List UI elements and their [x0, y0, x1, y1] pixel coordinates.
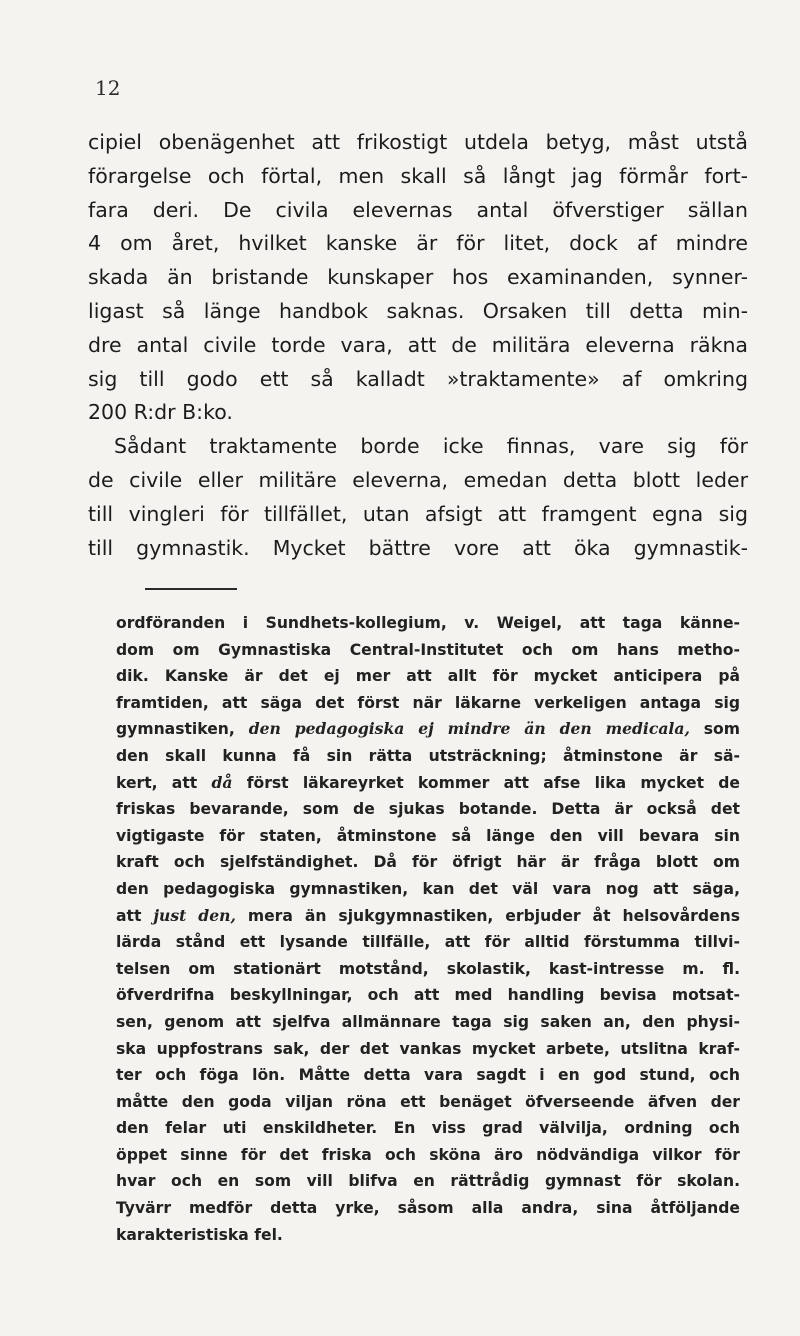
- footnote-line: dom om Gymnastiska Central-Institutet och om hans metho-: [116, 640, 740, 659]
- footnote: [116, 610, 740, 1248]
- footnote-line: telsen om stationärt motstånd, skolastik, kast-intresse m. fl.: [116, 959, 740, 978]
- footnote-italic-text: just den,: [153, 905, 236, 925]
- text-line: dre antal civile torde vara, att de militära eleverna räkna: [88, 332, 748, 357]
- footnote-line: sen, genom att sjelfva allmännare taga sig saken an, den physi-: [116, 1012, 740, 1031]
- footnote-line: den skall kunna få sin rätta utsträckning; åtminstone är sä-: [116, 746, 740, 765]
- footnote-line: vigtigaste för staten, åtminstone så länge den vill bevara sin: [116, 826, 740, 845]
- text-line: fara deri. De civila elevernas antal öfverstiger sällan: [88, 197, 748, 222]
- main-text: [88, 126, 748, 565]
- text-line: de civile eller militäre eleverna, emedan detta blott leder: [88, 467, 748, 492]
- footnote-line: [116, 770, 740, 797]
- text-line: till vingleri för tillfället, utan afsigt att framgent egna sig: [88, 501, 748, 526]
- paragraph-1: [88, 126, 748, 396]
- footnote-separator: [145, 588, 237, 590]
- text-line: förargelse och förtal, men skall så långt jag förmår fort-: [88, 163, 748, 188]
- footnote-text: gymnastiken,: [116, 720, 235, 739]
- paragraph-2: [88, 430, 748, 565]
- text-line: sig till godo ett så kalladt »traktamente» af omkring: [88, 366, 748, 391]
- footnote-line: lärda stånd ett lysande tillfälle, att för alltid förstumma tillvi-: [116, 933, 740, 952]
- text-line: skada än bristande kunskaper hos examinanden, synner-: [88, 265, 748, 290]
- footnote-line: [116, 716, 740, 743]
- footnote-line: ter och föga lön. Måtte detta vara sagdt i en god stund, och: [116, 1066, 740, 1085]
- footnote-line: hvar och en som vill blifva en rättrådig gymnast för skolan.: [116, 1172, 740, 1191]
- text-line: 4 om året, hvilket kanske är för litet, dock af mindre: [88, 231, 748, 256]
- footnote-text: kert, att: [116, 773, 198, 792]
- footnote-text: att: [116, 906, 142, 925]
- footnote-line: [116, 903, 740, 930]
- footnote-line: ska uppfostrans sak, der det vankas mycket arbete, utslitna kraf-: [116, 1039, 740, 1058]
- footnote-line: ordföranden i Sundhets-kollegium, v. Weigel, att taga känne-: [116, 614, 740, 632]
- footnote-text: mera än sjukgymnastiken, erbjuder åt helsovårdens: [247, 906, 740, 925]
- footnote-line: öppet sinne för det friska och sköna äro nödvändiga vilkor för: [116, 1145, 740, 1164]
- footnote-italic-text: den pedagogiska ej mindre än den medicala,: [248, 719, 690, 739]
- footnote-line: karakteristiska fel.: [116, 1225, 283, 1244]
- paragraph-1-end: [88, 396, 748, 430]
- footnote-line: den felar uti enskildheter. En viss grad välvilja, ordning och: [116, 1119, 740, 1138]
- footnote-line: friskas bevarande, som de sjukas botande. Detta är också det: [116, 800, 740, 819]
- footnote-line: framtiden, att säga det först när läkarne verkeligen antaga sig: [116, 693, 740, 712]
- footnote-line: måtte den goda viljan röna ett benäget öfverseende äfven der: [116, 1092, 740, 1111]
- text-line: 200 R:dr B:ko.: [88, 400, 233, 425]
- footnote-line: Tyvärr medför detta yrke, såsom alla andra, sina åtföljande: [116, 1199, 740, 1218]
- text-line: till gymnastik. Mycket bättre vore att öka gymnastik-: [88, 535, 748, 560]
- footnote-line: kraft och sjelfständighet. Då för öfrigt här är fråga blott om: [116, 853, 740, 872]
- footnote-italic-text: då: [211, 772, 233, 792]
- footnote-text: som: [703, 720, 740, 739]
- page-number: 12: [95, 76, 121, 100]
- text-line: cipiel obenägenhet att frikostigt utdela betyg, måst utstå: [88, 130, 748, 154]
- footnote-text: först läkareyrket kommer att afse lika mycket de: [246, 773, 740, 792]
- text-line: Sådant traktamente borde icke finnas, vare sig för: [114, 434, 748, 459]
- footnote-line: dik. Kanske är det ej mer att allt för mycket anticipera på: [116, 667, 740, 686]
- text-line: ligast så länge handbok saknas. Orsaken till detta min-: [88, 298, 748, 323]
- footnote-line: den pedagogiska gymnastiken, kan det väl vara nog att säga,: [116, 879, 740, 898]
- footnote-line: öfverdrifna beskyllningar, och att med handling bevisa motsat-: [116, 986, 740, 1005]
